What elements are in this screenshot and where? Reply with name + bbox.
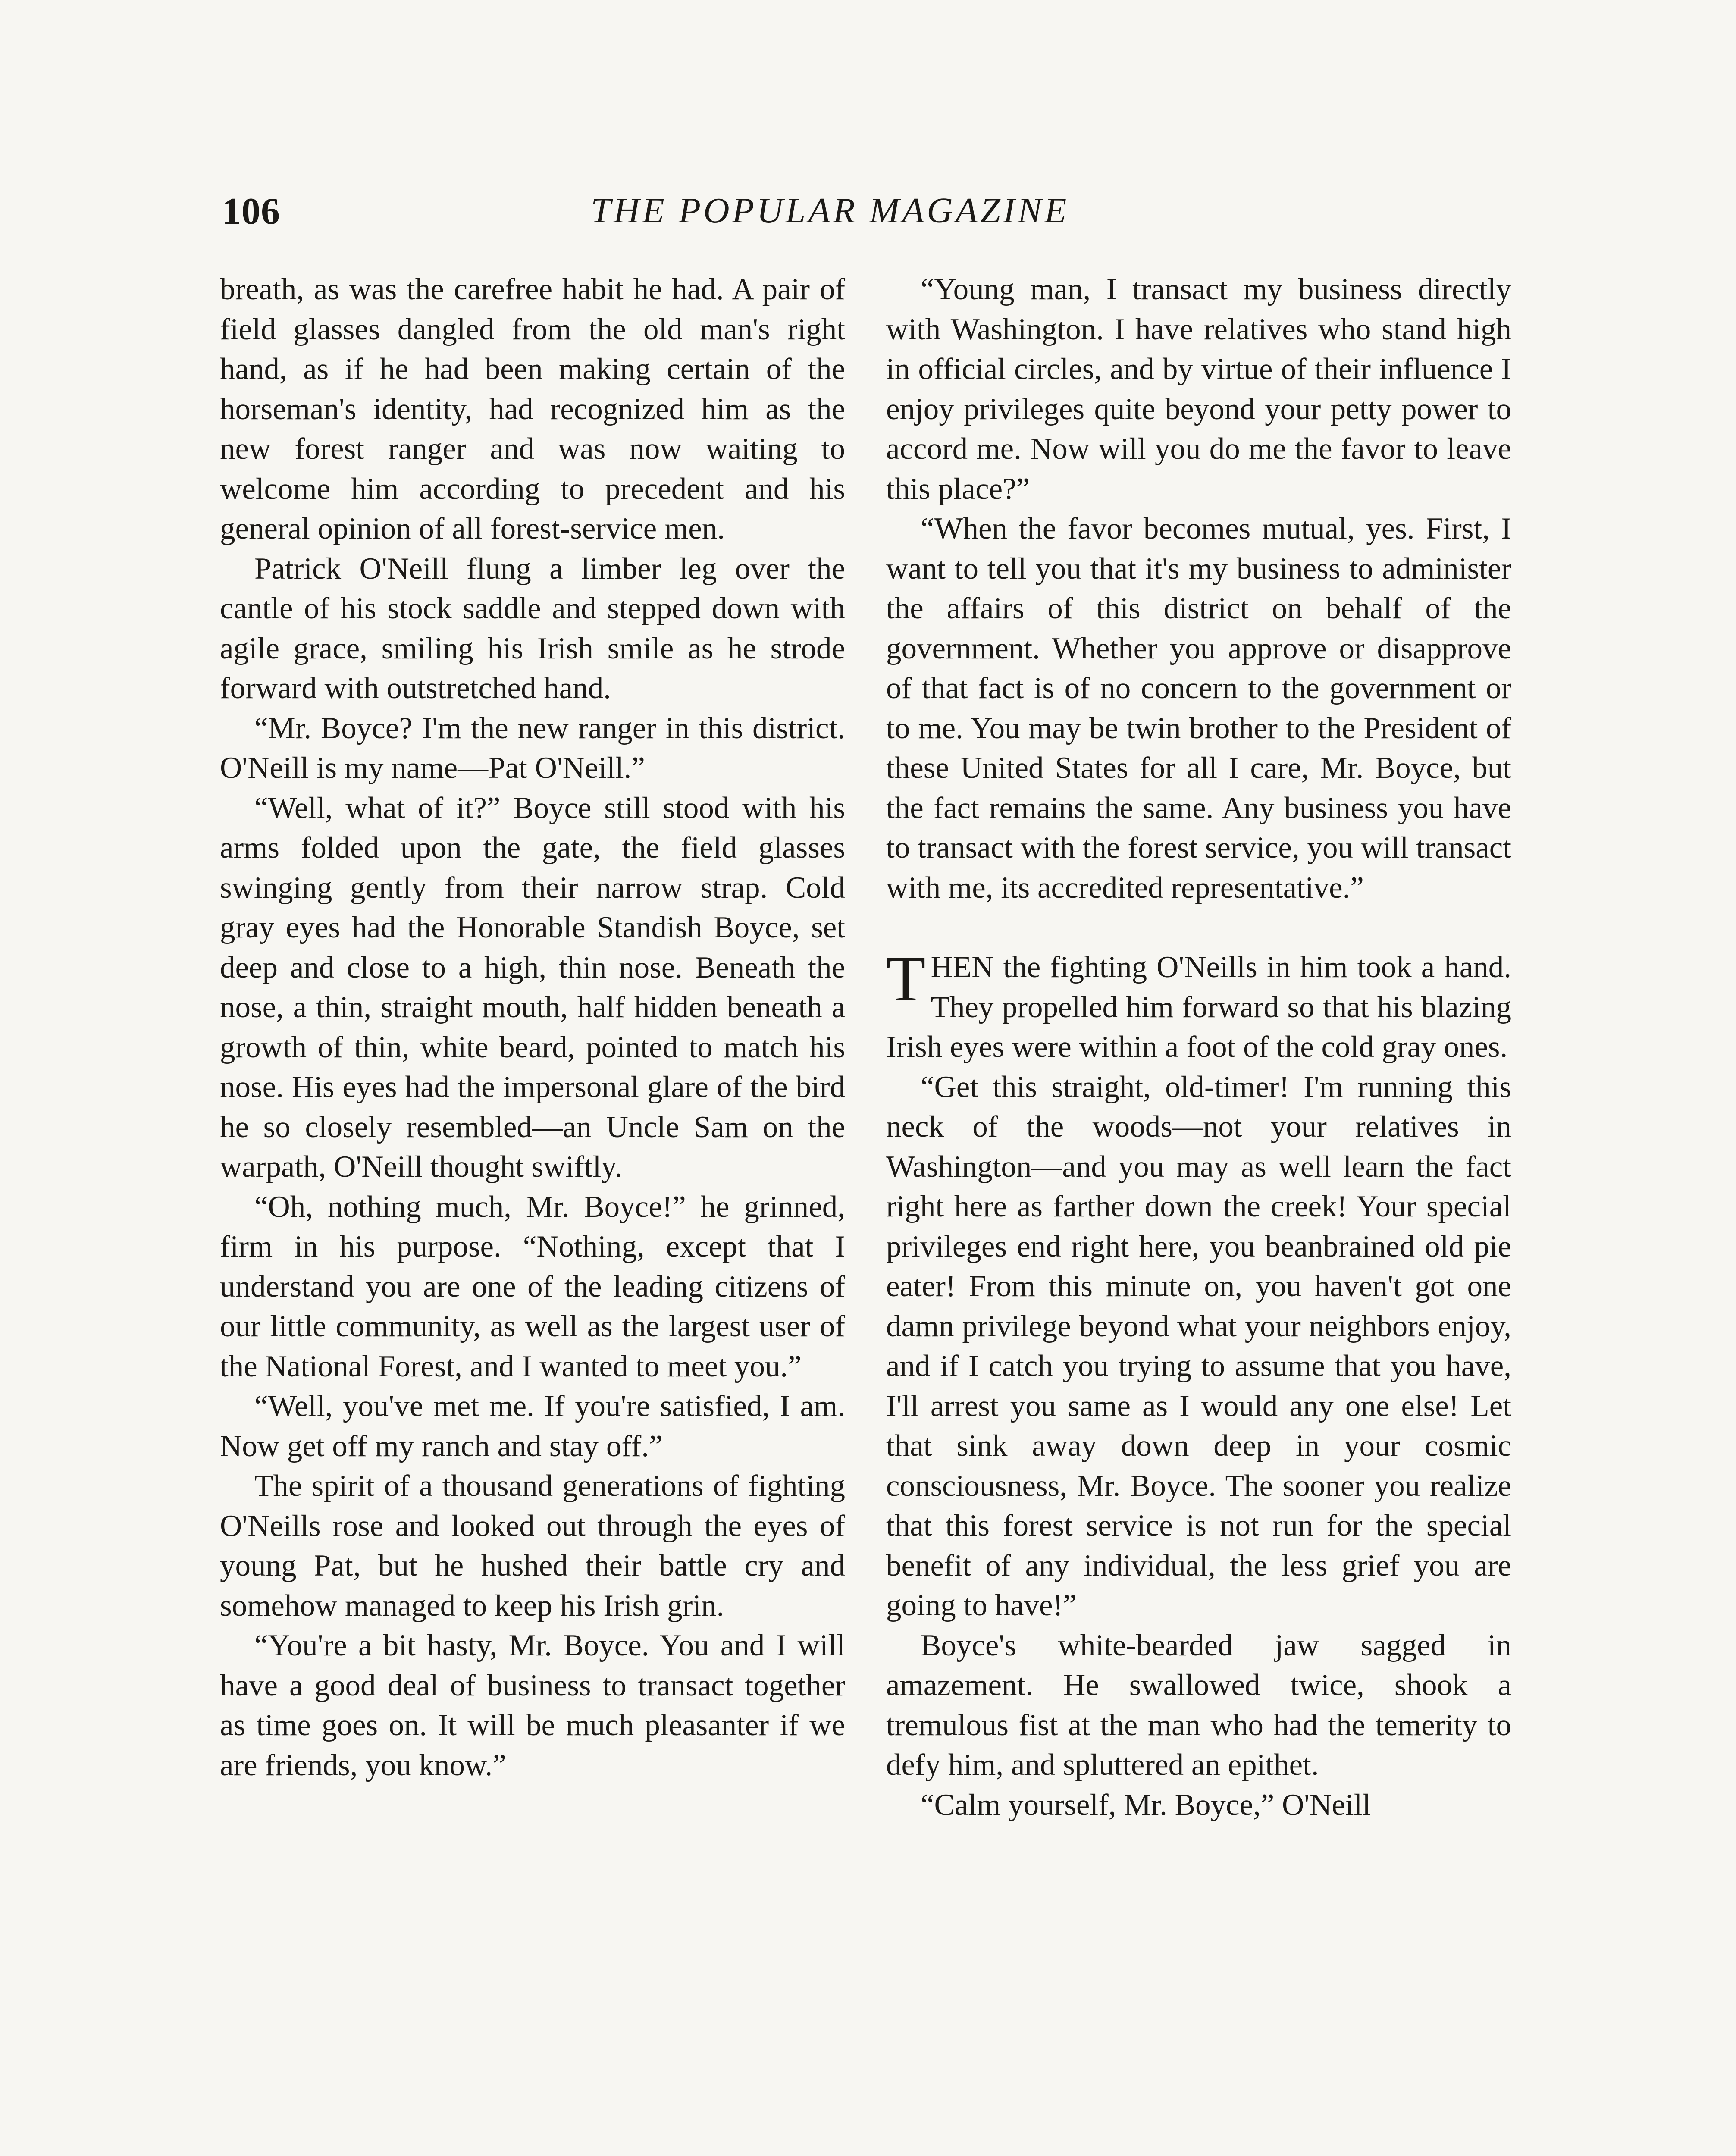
paragraph: Patrick O'Neill flung a limber leg over the cantle of his stock saddle and stepped down with agile grace, smiling his Irish smile as he strode forward with outstretched hand. xyxy=(220,552,845,705)
paragraph: “Well, what of it?” Boyce still stood with his arms folded upon the gate, the field glasses swinging gently from their narrow strap. Cold gray eyes had the Honorable Standish Boyce, set deep and close to a high, thin nose. Beneath the nose, a thin, straight mouth, half hidden beneath a growth of thin, white beard, pointed to match his nose. His eyes had the impersonal glare of the bird he so closely resembled—an Uncle Sam on the warpath, O'Neill thought swiftly. xyxy=(220,791,845,1184)
paragraph: “Oh, nothing much, Mr. Boyce!” he grinned, firm in his purpose. “Nothing, except that I understand you are one of the leading citizens of our little community, as well as the largest user of the National Forest, and I wanted to meet you.” xyxy=(220,1190,845,1383)
paragraph: “Get this straight, old-timer! I'm running this neck of the woods—not your relatives in Washington—and you may as well learn the fact right here as farther down the creek! Your special privileges end right here, you beanbrained old pie eater! From this minute on, you haven't got one damn privilege beyond what your neighbors enjoy, and if I catch you trying to assume that you have, I'll arrest you same as I would any one else! Let that sink away down deep in your cosmic consciousness, Mr. Boyce. The sooner you realize that this forest service is not run for the special benefit of any individual, the less grief you are going to have!” xyxy=(886,1070,1511,1622)
paragraph: “Young man, I transact my business directly with Washington. I have relatives who stand high in official circles, and by virtue of their influence I enjoy privileges quite beyond your petty power to accord me. Now will you do me the favor to leave this place?” xyxy=(886,273,1511,506)
section-opening-text: HEN the fighting O'Neills in him took a hand. They propelled him forward so that his blazing Irish eyes were within a foot of the cold gray ones. xyxy=(886,950,1511,1064)
paragraph: breath, as was the carefree habit he had. A pair of field glasses dangled from the old man's right hand, as if he had been making certain of the horseman's identity, had recognized him as the new forest ranger and was now waiting to welcome him according to precedent and his general opinion of all forest-service men. xyxy=(220,273,845,545)
running-title: THE POPULAR MAGAZINE xyxy=(591,191,1069,231)
paragraph: “Well, you've met me. If you're satisfied, I am. Now get off my ranch and stay off.” xyxy=(220,1389,845,1463)
paragraph: “You're a bit hasty, Mr. Boyce. You and I will have a good deal of business to transact together as time goes on. It will be much pleasanter if we are friends, you know.” xyxy=(220,1629,845,1782)
left-column xyxy=(220,270,845,1785)
paragraph: “When the favor becomes mutual, yes. First, I want to tell you that it's my business to administer the affairs of this district on behalf of the government. Whether you approve or disapprove of that fact is of no concern to the government or to me. You may be twin brother to the President of these United States for all I care, Mr. Boyce, but the fact remains the same. Any business you have to transact with the forest service, you will transact with me, its accredited representative.” xyxy=(886,512,1511,905)
section-opening-paragraph xyxy=(886,943,1511,1067)
paragraph: “Calm yourself, Mr. Boyce,” O'Neill xyxy=(921,1788,1371,1822)
page-number: 106 xyxy=(222,191,280,232)
right-column xyxy=(886,270,1511,1825)
drop-cap: T xyxy=(886,943,926,1015)
paragraph: Boyce's white-bearded jaw sagged in amazement. He swallowed twice, shook a tremulous fist at the man who had the temerity to defy him, and spluttered an epithet. xyxy=(886,1628,1511,1782)
paragraph: “Mr. Boyce? I'm the new ranger in this district. O'Neill is my name—Pat O'Neill.” xyxy=(220,711,845,785)
paragraph: The spirit of a thousand generations of fighting O'Neills rose and looked out through the eyes of young Pat, but he hushed their battle cry and somehow managed to keep his Irish grin. xyxy=(220,1469,845,1623)
